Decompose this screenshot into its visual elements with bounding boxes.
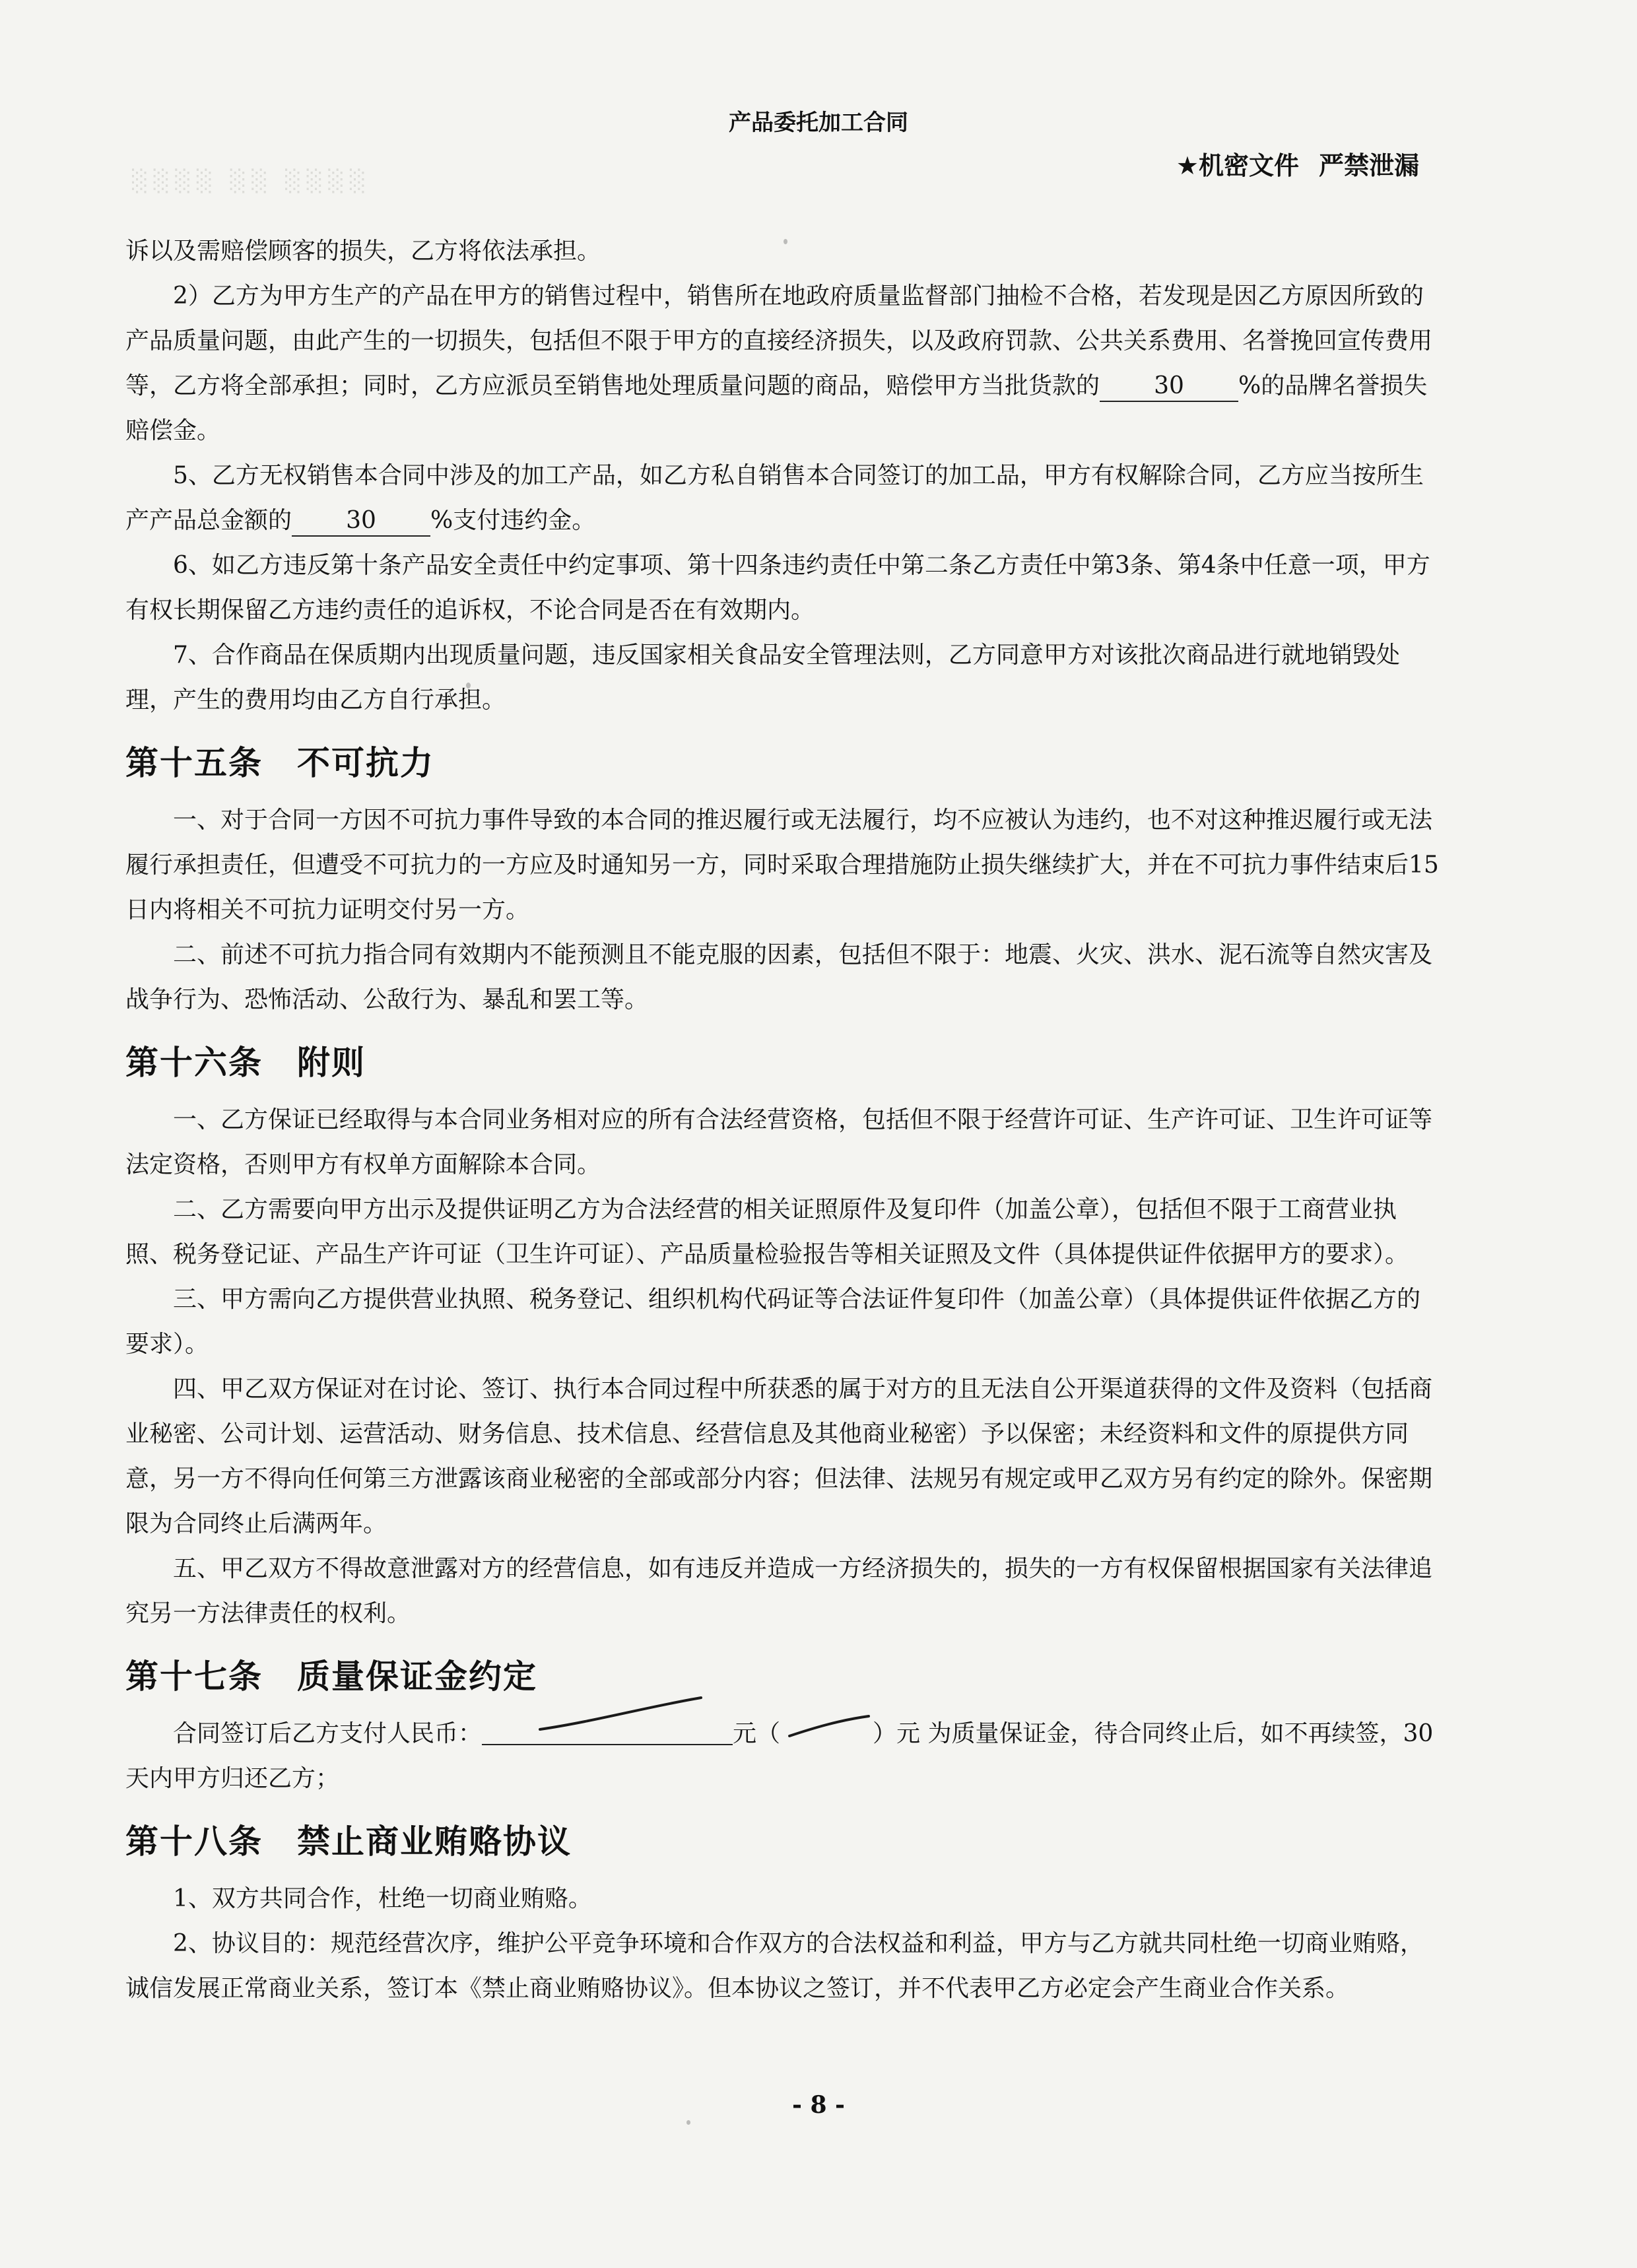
section-15-heading (125, 737, 1439, 789)
confidential-label-right: 严禁泄漏 (1318, 151, 1419, 180)
continued-paragraph: 诉以及需赔偿顾客的损失，乙方将依法承担。 (125, 238, 601, 265)
confidential-label (1176, 145, 1419, 182)
clause-5-text-end: %支付违约金。 (430, 507, 596, 534)
clause-5-text: 5、乙方无权销售本合同中涉及的加工产品，如乙方私自销售本合同签订的加工品，甲方有权解除合同，乙方应当按所生产产品总金额的 (125, 462, 1424, 534)
section-17-paragraph (125, 1712, 1439, 1801)
section-title: 质量保证金约定 (297, 1657, 537, 1696)
clause-5-paragraph (125, 453, 1439, 543)
section-number: 第十七条 (125, 1657, 263, 1696)
ink-speck (466, 683, 471, 688)
section-15-paragraph-1: 一、对于合同一方因不可抗力事件导致的本合同的推迟履行或无法履行，均不应被认为违约，也不对这种推迟履行或无法履行承担责任，但遭受不可抗力的一方应及时通知另一方，同时采取合理措施防止损失继续扩大，并在不可抗力事件结束后15日内将相关不可抗力证明交付另一方。 (125, 807, 1439, 923)
section-16-heading (125, 1037, 1439, 1088)
section-number: 第十六条 (125, 1044, 263, 1082)
section-16-paragraph-5: 五、甲乙双方不得故意泄露对方的经营信息，如有违反并造成一方经济损失的，损失的一方有权保留根据国家有关法律追究另一方法律责任的权利。 (125, 1555, 1433, 1627)
document-title: 产品委托加工合同 (729, 110, 908, 136)
section-16-paragraph-1: 一、乙方保证已经取得与本合同业务相对应的所有合法经营资格，包括但不限于经营许可证、生产许可证、卫生许可证等法定资格，否则甲方有权单方面解除本合同。 (125, 1106, 1433, 1178)
ink-speck (784, 239, 787, 244)
section-title: 禁止商业贿赂协议 (297, 1822, 572, 1861)
strike-stroke (535, 1695, 706, 1735)
bleed-through-text: ░░░░ ░░ ░░░░ (132, 168, 372, 193)
clause-2-paragraph (125, 274, 1439, 453)
deposit-text: 合同签订后乙方支付人民币： (173, 1720, 483, 1747)
section-15-paragraph-2: 二、前述不可抗力指合同有效期内不能预测且不能克服的因素，包括但不限于：地震、火灾、洪水、泥石流等自然灾害及战争行为、恐怖活动、公敌行为、暴乱和罢工等。 (125, 941, 1433, 1013)
section-16-paragraph-3: 三、甲方需向乙方提供营业执照、税务登记、组织机构代码证等合法证件复印件（加盖公章）（具体提供证件依据乙方的要求）。 (125, 1286, 1421, 1358)
section-16-paragraph-2: 二、乙方需要向甲方出示及提供证明乙方为合法经营的相关证照原件及复印件（加盖公章），包括但不限于工商营业执照、税务登记证、产品生产许可证（卫生许可证）、产品质量检验报告等相关证照及文件（具体提供证件依据甲方的要求）。 (125, 1196, 1409, 1268)
page-number: - 8 - (792, 2091, 845, 2119)
deposit-unit-text: 元（ (733, 1720, 781, 1747)
section-18-paragraph-2: 2、协议目的：规范经营次序，维护公平竞争环境和合作双方的合法权益和利益，甲方与乙方就共同杜绝一切商业贿赂，诚信发展正常商业关系，签订本《禁止商业贿赂协议》。但本协议之签订，并不代表甲乙方必定会产生商业合作关系。 (125, 1930, 1424, 2002)
deposit-terms-text: ）元 为质量保证金，待合同终止后，如不再续签，30天内甲方归还乙方； (125, 1720, 1434, 1792)
section-title: 不可抗力 (297, 744, 434, 782)
section-number: 第十五条 (125, 744, 263, 782)
penalty-percent-field: 30 (292, 506, 430, 537)
confidential-label-left: ★机密文件 (1176, 151, 1299, 180)
clause-2-text-end: %的品牌名誉损失赔偿金。 (125, 372, 1428, 444)
clause-2-text: 2）乙方为甲方生产的产品在甲方的销售过程中，销售所在地政府质量监督部门抽检不合格，若发现是因乙方原因所致的产品质量问题，由此产生的一切损失，包括但不限于甲方的直接经济损失，以及政府罚款、公共关系费用、名誉挽回宣传费用等，乙方将全部承担；同时，乙方应派员至销售地处理质量问题的商品，赔偿甲方当批货款的 (125, 283, 1433, 399)
ink-speck (686, 2120, 690, 2125)
section-18-paragraph-1: 1、双方共同合作，杜绝一切商业贿赂。 (173, 1885, 592, 1912)
section-16-paragraph-4: 四、甲乙双方保证对在讨论、签订、执行本合同过程中所获悉的属于对方的且无法自公开渠道获得的文件及资料（包括商业秘密、公司计划、运营活动、财务信息、技术信息、经营信息及其他商业秘密）予以保密；未经资料和文件的原提供方同意，另一方不得向任何第三方泄露该商业秘密的全部或部分内容；但法律、法规另有规定或甲乙双方另有约定的除外。保密期限为合同终止后满两年。 (125, 1376, 1433, 1537)
deposit-amount-field (482, 1718, 733, 1745)
clause-7-paragraph: 7、合作商品在保质期内出现质量问题，违反国家相关食品安全管理法则，乙方同意甲方对该批次商品进行就地销毁处理，产生的费用均由乙方自行承担。 (125, 642, 1400, 714)
section-number: 第十八条 (125, 1822, 263, 1861)
section-18-heading (125, 1816, 1439, 1867)
compensation-percent-field: 30 (1100, 372, 1238, 402)
document-body (125, 229, 1439, 2011)
clause-6-paragraph: 6、如乙方违反第十条产品安全责任中约定事项、第十四条违约责任中第二条乙方责任中第3条、第4条中任意一项，甲方有权长期保留乙方违约责任的追诉权，不论合同是否在有效期内。 (125, 552, 1430, 624)
strike-stroke (787, 1714, 873, 1740)
section-17-heading (125, 1651, 1439, 1702)
section-title: 附则 (297, 1044, 366, 1082)
deposit-amount-words-field (780, 1719, 873, 1745)
